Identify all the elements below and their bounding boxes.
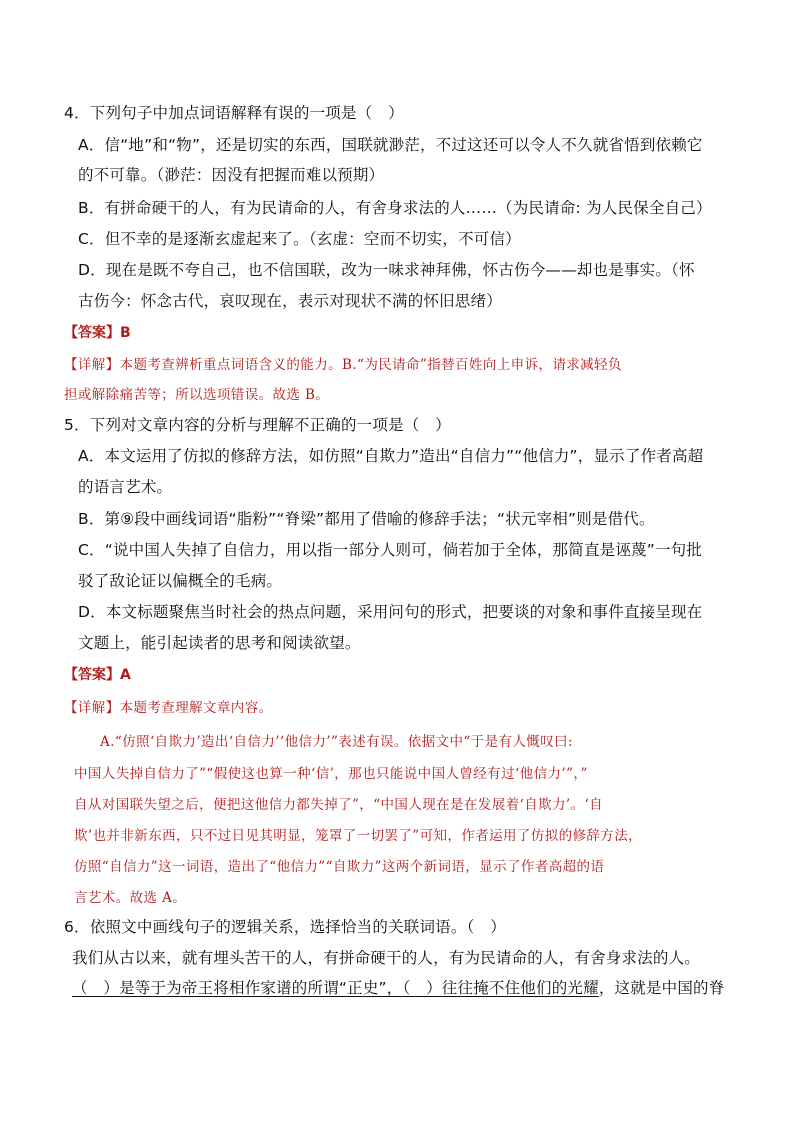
q4-option-d-line2: 古伤今：怀念古代，哀叹现在，表示对现状不满的怀旧思绪） (78, 292, 502, 310)
q5-detail-para-line1: A.“仿照‘自欺力’造出‘自信力’‘他信力’”表述有误。依据文中“于是有人慨叹曰: (100, 734, 573, 750)
q5-option-c-line1: C．“说中国人失掉了自信力，用以指一部分人则可，倘若加于全体，那简直是诬蔑”一句批 (78, 541, 703, 559)
q6-underlined-sentence: （ ）是等于为帝王将相作家谱的所谓“正史”，（ ）往往掩不住他们的光耀 (72, 979, 599, 997)
q5-detail-heading: 【详解】本题考查理解文章内容。 (64, 700, 273, 716)
q4-detail-line2: 担或解除痛苦等；所以选项错误。故选 B。 (64, 387, 330, 403)
q5-option-a-line2: 的语言艺术。 (78, 478, 173, 496)
q6-stem: 6．依照文中画线句子的逻辑关系，选择恰当的关联词语。（ ） (64, 918, 506, 936)
q4-option-a-line1: A．信“地”和“物”，还是切实的东西，国联就渺茫，不过这还可以令人不久就省悟到依赖它 (78, 136, 703, 154)
q5-stem: 5．下列对文章内容的分析与理解不正确的一项是（ ） (64, 416, 451, 434)
q5-detail-para-line5: 仿照“自信力”这一词语，造出了“他信力”“自欺力”这两个新词语，显示了作者高超的语 (74, 859, 605, 875)
q5-option-a-line1: A．本文运用了仿拟的修辞方法，如仿照“自欺力”造出“自信力”“他信力”，显示了作者高超 (78, 447, 704, 465)
q5-option-d-line2: 文题上，能引起读者的思考和阅读欲望。 (78, 634, 361, 652)
q6-passage-line1: 我们从古以来，就有埋头苦干的人，有拼命硬干的人，有为民请命的人，有舍身求法的人。 (72, 949, 701, 967)
q5-detail-para-line3: 自从对国联失望之后，便把这他信力都失掉了”，“中国人现在是在发展着‘自欺力’。‘自 (74, 797, 604, 813)
q4-option-b: B．有拼命硬干的人，有为民请命的人，有舍身求法的人……（为民请命: 为人民保全自己） (78, 199, 712, 217)
q4-detail-line1: 【详解】本题考查辨析重点词语含义的能力。B.“为民请命”指替百姓向上申诉，请求减轻负 (64, 357, 622, 373)
q4-option-a-line2: 的不可靠。（渺茫：因没有把握而难以预期） (78, 166, 385, 184)
q5-detail-para-line6: 言艺术。故选 A。 (74, 890, 187, 906)
q5-option-b: B．第⑨段中画线词语“脂粉”“脊梁”都用了借喻的修辞手法；“状元宰相”则是借代。 (78, 510, 655, 528)
q5-option-d-line1: D．本文标题聚焦当时社会的热点问题，采用问句的形式，把要谈的对象和事件直接呈现在 (78, 603, 703, 621)
q5-answer: 【答案】A (64, 667, 131, 683)
q4-answer: 【答案】B (64, 325, 131, 341)
q4-option-c: C．但不幸的是逐渐玄虚起来了。（玄虚：空而不切实，不可信） (78, 230, 521, 248)
q4-option-d-line1: D．现在是既不夸自己，也不信国联，改为一味求神拜佛，怀古伤今——却也是事实。（怀 (78, 261, 695, 279)
q6-passage-line2 (72, 976, 724, 998)
q4-stem: 4．下列句子中加点词语解释有误的一项是（ ） (64, 104, 404, 122)
q5-detail-para-line2: 中国人失掉自信力了”“假使这也算一种‘信’，那也只能说中国人曾经有过‘他信力’”，” (74, 766, 588, 782)
q6-passage-line2-tail: ，这就是中国的脊 (598, 979, 725, 997)
q5-detail-para-line4: 欺’也并非新东西，只不过日见其明显，笼罩了一切罢了”可知，作者运用了仿拟的修辞方法， (74, 828, 642, 844)
q5-option-c-line2: 驳了敌论证以偏概全的毛病。 (78, 572, 283, 590)
